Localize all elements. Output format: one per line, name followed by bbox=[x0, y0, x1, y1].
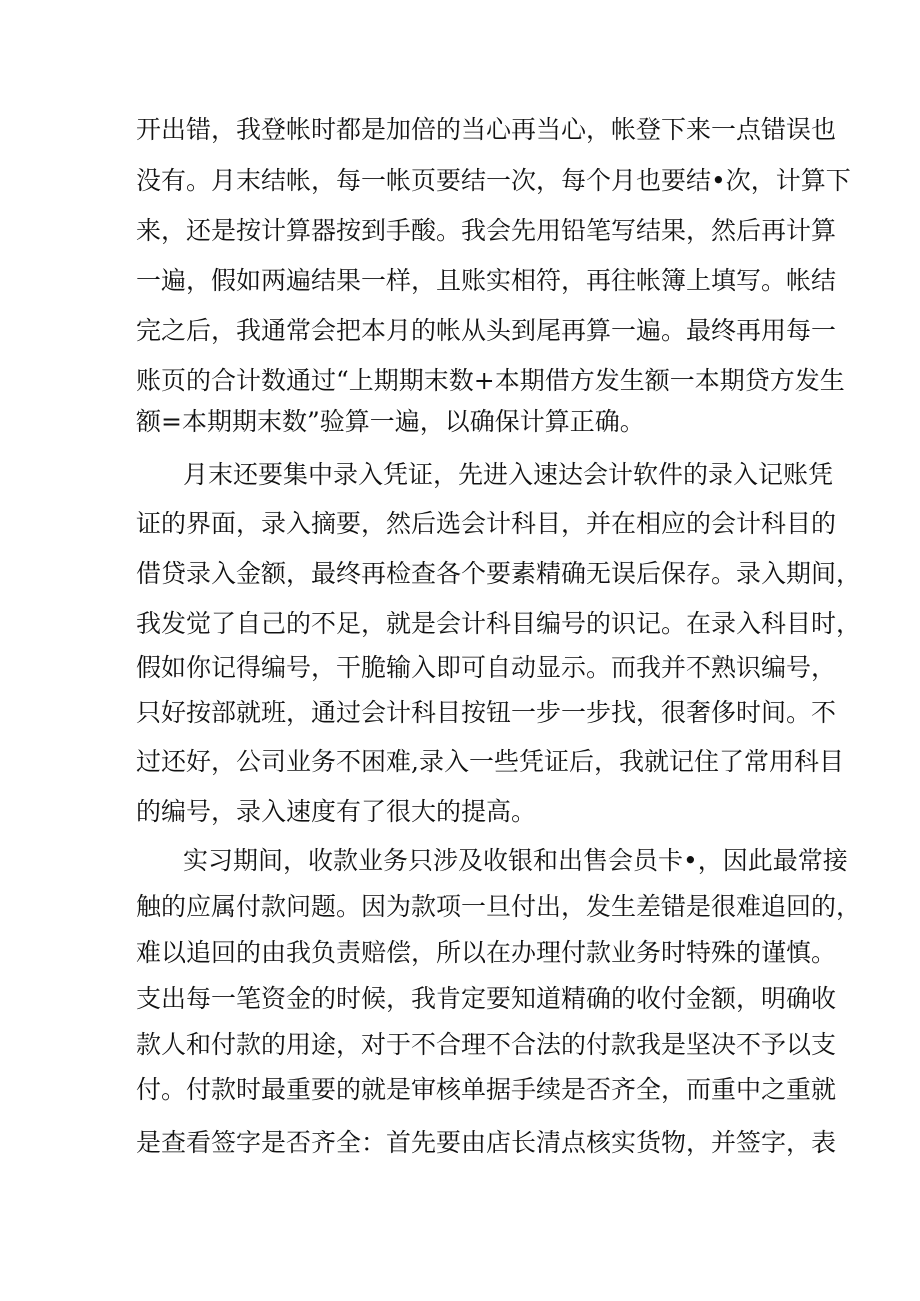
text-line: 借贷录入金额，最终再检查各个要素精确无误后保存。录入期间， bbox=[136, 559, 862, 588]
text-line: 没有。月末结帐，每一帐页要结一次，每个月也要结•次，计算下 bbox=[136, 166, 851, 195]
text-line: 额=本期期末数”验算一遍，以确保计算正确。 bbox=[136, 407, 645, 436]
text-line: 支出每一笔资金的时候，我肯定要知道精确的收付金额，明确收 bbox=[136, 984, 837, 1013]
text-line: 付。付款时最重要的就是审核单据手续是否齐全，而重中之重就 bbox=[136, 1075, 837, 1104]
text-line: 证的界面，录入摘要，然后选会计科目，并在相应的会计科目的 bbox=[136, 509, 837, 538]
text-line: 触的应属付款问题。因为款项一旦付出，发生差错是很难追回的， bbox=[136, 892, 862, 921]
text-line: 一遍，假如两遍结果一样，且账实相符，再往帐簿上填写。帐结 bbox=[136, 266, 837, 295]
text-line: 款人和付款的用途，对于不合理不合法的付款我是坚决不予以支 bbox=[136, 1030, 837, 1059]
text-line: 完之后，我通常会把本月的帐从头到尾再算一遍。最终再用每一 bbox=[136, 316, 837, 345]
text-line: 的编号，录入速度有了很大的提高。 bbox=[136, 797, 537, 826]
text-line: 是查看签字是否齐全：首先要由店长清点核实货物，并签字，表 bbox=[136, 1128, 837, 1157]
text-line: 难以追回的由我负责赔偿，所以在办理付款业务时特殊的谨慎。 bbox=[136, 938, 837, 967]
text-line: 我发觉了自己的不足，就是会计科目编号的识记。在录入科目时， bbox=[136, 609, 862, 638]
text-line: 过还好，公司业务不困难,录入一些凭证后，我就记住了常用科目 bbox=[136, 747, 844, 776]
text-line: 开出错，我登帐时都是加倍的当心再当心，帐登下来一点错误也 bbox=[136, 115, 837, 144]
text-line: 只好按部就班，通过会计科目按钮一步一步找，很奢侈时间。不 bbox=[136, 698, 837, 727]
text-line: 假如你记得编号，干脆输入即可自动显示。而我并不熟识编号， bbox=[136, 653, 837, 682]
paragraph-first-line: 实习期间，收款业务只涉及收银和出售会员卡•，因此最常接 bbox=[183, 846, 848, 875]
text-line: 来，还是按计算器按到手酸。我会先用铅笔写结果，然后再计算 bbox=[136, 216, 837, 245]
text-line: 账页的合计数通过“上期期末数+本期借方发生额一本期贷方发生 bbox=[136, 366, 845, 395]
paragraph-first-line: 月末还要集中录入凭证，先进入速达会计软件的录入记账凭 bbox=[183, 460, 834, 489]
